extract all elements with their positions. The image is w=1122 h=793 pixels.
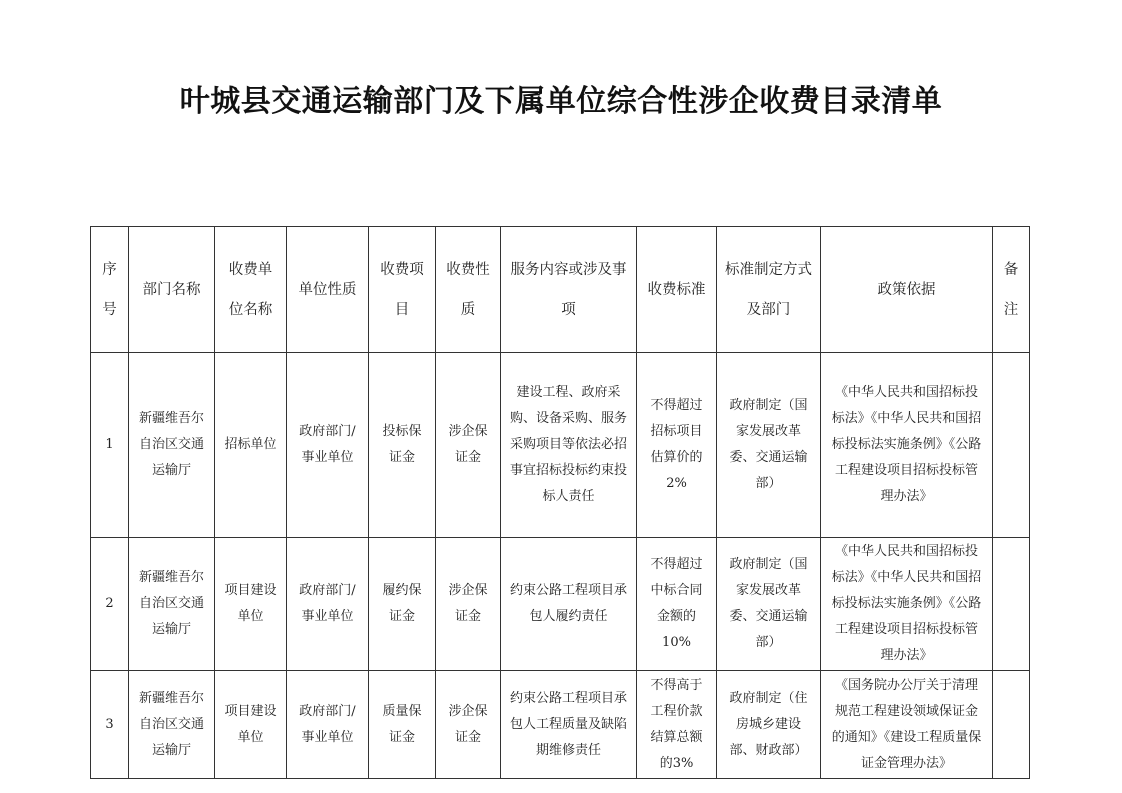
cell-service: 约束公路工程项目承包人履约责任 — [501, 538, 637, 671]
cell-unit-name: 项目建设单位 — [215, 671, 287, 779]
cell-remark — [993, 538, 1030, 671]
header-dept: 部门名称 — [129, 227, 215, 353]
cell-standard: 不得高于工程价款结算总额的3% — [637, 671, 717, 779]
cell-fee-nature: 涉企保证金 — [436, 538, 501, 671]
cell-unit-name: 项目建设单位 — [215, 538, 287, 671]
cell-dept: 新疆维吾尔自治区交通运输厅 — [129, 353, 215, 538]
cell-standard: 不得超过中标合同金额的10% — [637, 538, 717, 671]
cell-item: 投标保证金 — [369, 353, 436, 538]
cell-policy: 《中华人民共和国招标投标法》《中华人民共和国招标投标法实施条例》《公路工程建设项目招标投标管理办法》 — [821, 538, 993, 671]
cell-item: 质量保证金 — [369, 671, 436, 779]
fee-catalog-table — [90, 226, 1030, 779]
cell-seq: 1 — [91, 353, 129, 538]
cell-unit-nature: 政府部门/事业单位 — [287, 353, 369, 538]
header-item: 收费项目 — [369, 227, 436, 353]
header-standard-method: 标准制定方式及部门 — [717, 227, 821, 353]
cell-dept: 新疆维吾尔自治区交通运输厅 — [129, 671, 215, 779]
table-row — [91, 353, 1030, 538]
header-remark: 备注 — [993, 227, 1030, 353]
header-unit-name: 收费单位名称 — [215, 227, 287, 353]
header-seq: 序号 — [91, 227, 129, 353]
cell-service: 约束公路工程项目承包人工程质量及缺陷期维修责任 — [501, 671, 637, 779]
cell-standard-method: 政府制定（国家发展改革委、交通运输部） — [717, 538, 821, 671]
table-header-row — [91, 227, 1030, 353]
cell-remark — [993, 671, 1030, 779]
cell-unit-nature: 政府部门/事业单位 — [287, 671, 369, 779]
page-title: 叶城县交通运输部门及下属单位综合性涉企收费目录清单 — [179, 84, 943, 119]
cell-fee-nature: 涉企保证金 — [436, 671, 501, 779]
cell-remark — [993, 353, 1030, 538]
cell-standard-method: 政府制定（国家发展改革委、交通运输部） — [717, 353, 821, 538]
table-row — [91, 671, 1030, 779]
cell-standard-method: 政府制定（住房城乡建设部、财政部） — [717, 671, 821, 779]
cell-unit-nature: 政府部门/事业单位 — [287, 538, 369, 671]
cell-policy: 《国务院办公厅关于清理规范工程建设领域保证金的通知》《建设工程质量保证金管理办法》 — [821, 671, 993, 779]
cell-item: 履约保证金 — [369, 538, 436, 671]
cell-service: 建设工程、政府采购、设备采购、服务采购项目等依法必招事宜招标投标约束投标人责任 — [501, 353, 637, 538]
cell-fee-nature: 涉企保证金 — [436, 353, 501, 538]
cell-seq: 3 — [91, 671, 129, 779]
header-unit-nature: 单位性质 — [287, 227, 369, 353]
cell-seq: 2 — [91, 538, 129, 671]
header-fee-nature: 收费性质 — [436, 227, 501, 353]
header-service: 服务内容或涉及事项 — [501, 227, 637, 353]
cell-policy: 《中华人民共和国招标投标法》《中华人民共和国招标投标法实施条例》《公路工程建设项目招标投标管理办法》 — [821, 353, 993, 538]
header-standard: 收费标准 — [637, 227, 717, 353]
cell-standard: 不得超过招标项目估算价的2% — [637, 353, 717, 538]
header-policy: 政策依据 — [821, 227, 993, 353]
table-row — [91, 538, 1030, 671]
cell-dept: 新疆维吾尔自治区交通运输厅 — [129, 538, 215, 671]
cell-unit-name: 招标单位 — [215, 353, 287, 538]
